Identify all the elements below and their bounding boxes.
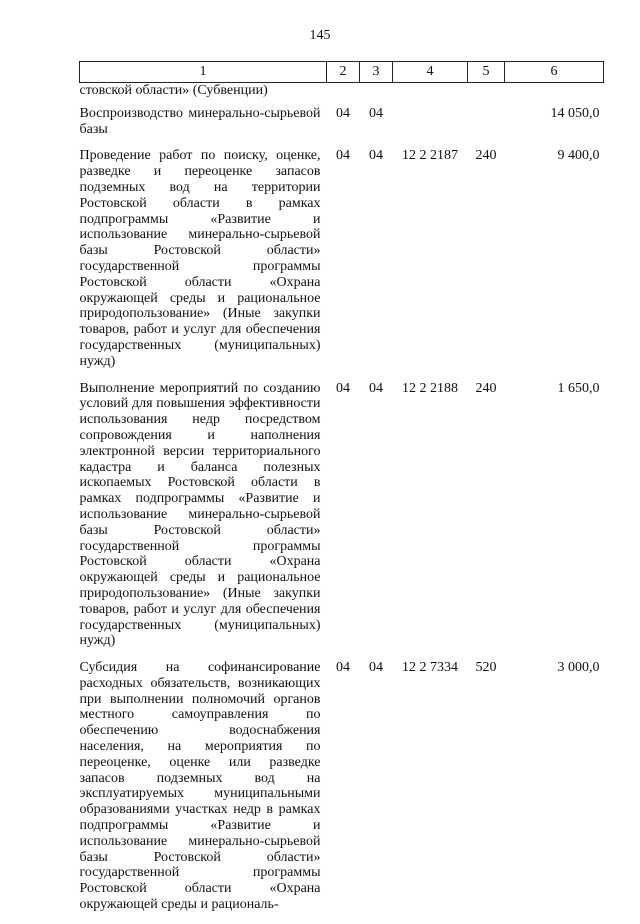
- header-col-6: 6: [505, 62, 604, 83]
- row-amount: 1 650,0: [557, 380, 600, 396]
- table-header-row: [80, 62, 604, 83]
- row-name: стовской области» (Субвенции): [79, 83, 268, 98]
- row-subsection: 04: [369, 105, 383, 121]
- header-col-4: 4: [393, 62, 468, 83]
- header-col-3: 3: [360, 62, 393, 83]
- row-expense-type: 240: [475, 148, 497, 164]
- row-section: [327, 83, 360, 106]
- row-amount: 14 050,0: [550, 105, 600, 121]
- header-col-1: 1: [80, 62, 327, 83]
- row-section: 04: [336, 380, 350, 396]
- row-name: Проведение работ по поиску, оценке, разведке и переоценке запасов подземных вод на территории Ростовской области в рамках подпрограммы «Развитие и использование минерально-сырьевой базы Ростовской области» государственной программы Ростовской области «Охрана окружающей среды и рациональное природопользование» (Иные закупки товаров, работ и услуг для обеспечения государственных (муниципальных) нужд): [79, 148, 321, 369]
- budget-table: [79, 61, 604, 924]
- row-section: 04: [336, 148, 350, 164]
- row-target-article: [393, 106, 468, 149]
- header-col-5: 5: [468, 62, 505, 83]
- row-amount: [505, 83, 604, 106]
- row-subsection: 04: [369, 660, 383, 676]
- row-section: 04: [336, 105, 350, 121]
- row-name: Выполнение мероприятий по созданию условий для повышения эффективности использования недр посредством сопровождения и наполнения электронной версии территориального кадастра и баланса полезных ископаемых Ростовской области в рамках подпрограммы «Развитие и использование минерально-сырьевой базы Ростовской области» государственной программы Ростовской области «Охрана окружающей среды и рациональное природопользование» (Иные закупки товаров, работ и услуг для обеспечения государственных (муниципальных) нужд): [79, 380, 321, 649]
- table-row: [80, 106, 604, 149]
- page-number: 145: [309, 28, 331, 43]
- row-expense-type: 520: [475, 660, 497, 676]
- row-subsection: 04: [369, 380, 383, 396]
- table-row: [80, 381, 604, 661]
- table-row: [80, 660, 604, 924]
- row-subsection: 04: [369, 148, 383, 164]
- row-expense-type: [468, 106, 505, 149]
- row-section: 04: [336, 660, 350, 676]
- row-name: Субсидия на софинансирование расходных обязательств, возникающих при выполнении полномочий органов местного самоуправления по обеспечению водоснабжения населения, на мероприятия по переоценке, оценке или разведке запасов подземных вод на эксплуатируемых муниципальными образованиями участках недр в рамках подпрограммы «Развитие и использование минерально-сырьевой базы Ростовской области» государственной программы Ростовской области «Охрана окружающей среды и рациональ-: [79, 660, 321, 913]
- row-amount: 3 000,0: [557, 660, 600, 676]
- row-amount: 9 400,0: [557, 148, 600, 164]
- row-expense-type: [468, 83, 505, 106]
- row-target-article: 12 2 2188: [402, 380, 458, 396]
- table-row: [80, 148, 604, 380]
- row-subsection: [360, 83, 393, 106]
- row-expense-type: 240: [475, 380, 497, 396]
- row-target-article: 12 2 7334: [402, 660, 458, 676]
- table-row-continuation: [80, 83, 604, 106]
- row-target-article: [393, 83, 468, 106]
- row-name: Воспроизводство минерально-сырьевой базы: [79, 105, 321, 137]
- row-target-article: 12 2 2187: [402, 148, 458, 164]
- header-col-2: 2: [327, 62, 360, 83]
